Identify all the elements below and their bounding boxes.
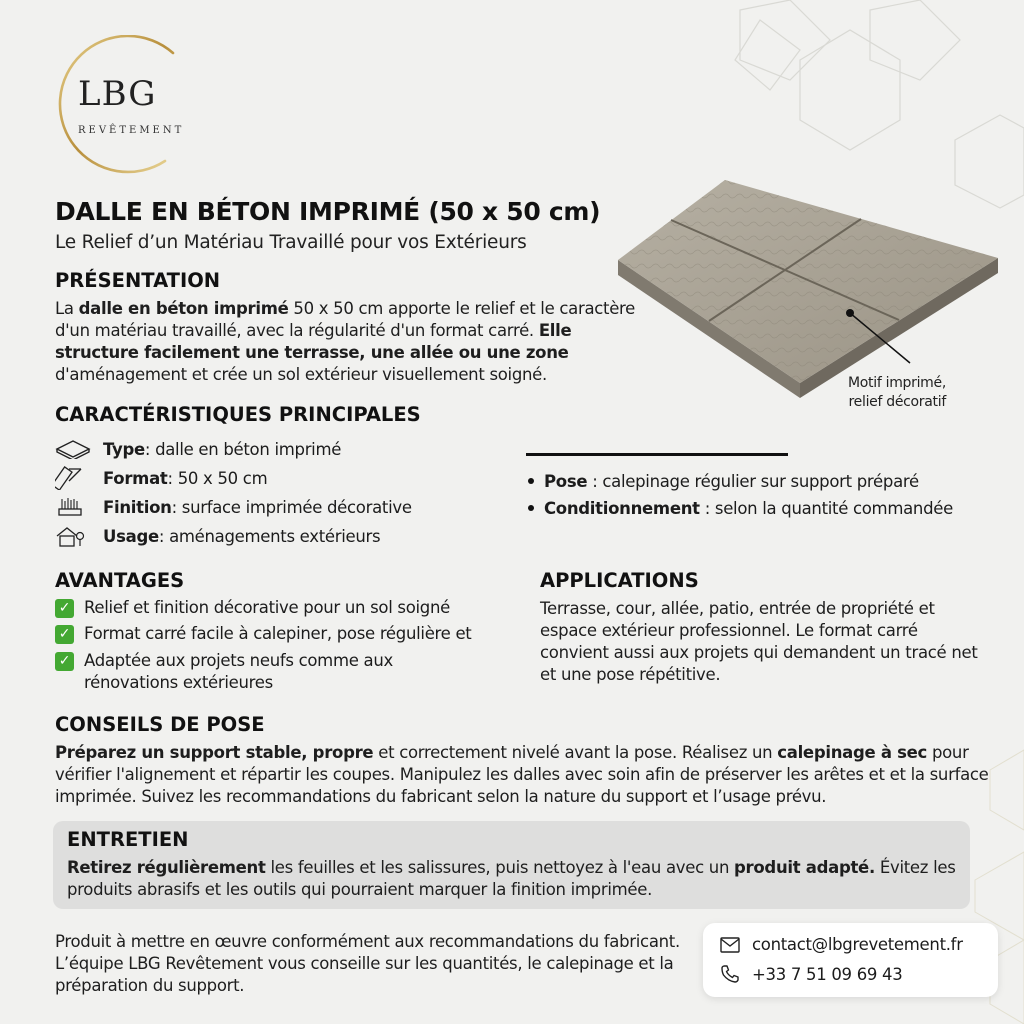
characteristic-usage xyxy=(55,523,380,549)
mail-icon xyxy=(720,937,742,953)
characteristic-value: : selon la quantité commandée xyxy=(699,499,953,518)
ruler-icon xyxy=(55,466,93,490)
checkmark-icon: ✓ xyxy=(55,625,74,644)
advantage-item xyxy=(55,623,471,645)
checkmark-icon: ✓ xyxy=(55,652,74,671)
characteristic-value: : 50 x 50 cm xyxy=(167,468,268,488)
callout-line-2: relief décoratif xyxy=(848,394,946,410)
applications-text: Terrasse, cour, allée, patio, entrée de propriété et espace extérieur professionnel. Le format carré convient aussi aux projets qui demandent un tracé net et une pose répétitive. xyxy=(540,599,978,684)
maintenance-text: Retirez régulièrement les feuilles et les salissures, puis nettoyez à l'eau avec un produit adapté. Évitez les produits abrasifs et les outils qui pourraient marquer la finition imprimée. xyxy=(67,858,956,899)
advantage-text: Relief et finition décorative pour un sol soigné xyxy=(84,598,450,617)
section-divider xyxy=(526,453,788,456)
presentation-text: La dalle en béton imprimé 50 x 50 cm apporte le relief et le caractère d'un matériau travaillé, avec la régularité d'un format carré. Elle structure facilement une terrasse, une allée ou une zone d'aménagement et crée un sol extérieur visuellement soigné. xyxy=(55,299,636,384)
callout-line-1: Motif imprimé, xyxy=(848,375,946,391)
characteristic-label: Type xyxy=(103,439,145,459)
characteristic-type xyxy=(55,436,341,462)
applications-heading: APPLICATIONS xyxy=(540,569,699,592)
product-slab-image xyxy=(610,175,1005,405)
garden-icon xyxy=(55,524,93,548)
characteristics-heading: CARACTÉRISTIQUES PRINCIPALES xyxy=(55,403,421,426)
characteristic-value: : calepinage régulier sur support préparé xyxy=(587,472,919,491)
installation-tips-text: Préparez un support stable, propre et correctement nivelé avant la pose. Réalisez un calepinage à sec pour vérifier l'alignement et répartir les coupes. Manipulez les dalles avec soin afin de préserver les arêtes et et la surface imprimée. Suivez les recommandations du fabricant selon la nature du support et l’usage prévu. xyxy=(55,743,989,806)
characteristic-label: Usage xyxy=(103,526,159,546)
phone-icon xyxy=(720,964,742,984)
characteristic-finish xyxy=(55,494,412,520)
logo-subtitle: REVÊTEMENT xyxy=(78,125,185,136)
advantage-item xyxy=(55,650,475,694)
image-callout xyxy=(848,374,946,412)
characteristic-pose xyxy=(528,472,919,491)
logo-wordmark: LBG xyxy=(78,74,157,114)
email-link[interactable]: contact@lbgrevetement.fr xyxy=(752,935,963,954)
characteristic-packaging xyxy=(528,499,953,518)
contact-phone[interactable] xyxy=(720,964,902,984)
presentation-heading: PRÉSENTATION xyxy=(55,269,221,292)
advantage-item xyxy=(55,597,450,619)
installation-tips-heading: CONSEILS DE POSE xyxy=(55,713,265,736)
maintenance-heading: ENTRETIEN xyxy=(67,828,189,851)
checkmark-icon: ✓ xyxy=(55,599,74,618)
characteristic-label: Pose xyxy=(544,472,588,491)
contact-email[interactable] xyxy=(720,935,963,954)
bullet-icon xyxy=(528,478,534,484)
footer-note: Produit à mettre en œuvre conformément aux recommandations du fabricant. L’équipe LBG Revêtement vous conseille sur les quantités, le calepinage et la préparation du support. xyxy=(55,932,680,995)
characteristic-format xyxy=(55,465,267,491)
characteristic-label: Finition xyxy=(103,497,172,517)
advantages-heading: AVANTAGES xyxy=(55,569,185,592)
characteristic-value: : surface imprimée décorative xyxy=(171,497,412,517)
page-subtitle: Le Relief d’un Matériau Travaillé pour vos Extérieurs xyxy=(55,232,527,253)
characteristic-label: Conditionnement xyxy=(544,499,700,518)
characteristic-value: : aménagements extérieurs xyxy=(158,526,381,546)
advantage-text: Adaptée aux projets neufs comme aux rénovations extérieures xyxy=(84,651,393,692)
advantage-text: Format carré facile à calepiner, pose régulière et xyxy=(84,624,472,643)
page-title: DALLE EN BÉTON IMPRIMÉ (50 x 50 cm) xyxy=(55,197,601,226)
slab-icon xyxy=(55,437,93,461)
texture-icon xyxy=(55,495,93,519)
phone-link[interactable]: +33 7 51 09 69 43 xyxy=(752,964,903,984)
characteristic-label: Format xyxy=(103,468,168,488)
characteristic-value: : dalle en béton imprimé xyxy=(144,439,342,459)
bullet-icon xyxy=(528,505,534,511)
